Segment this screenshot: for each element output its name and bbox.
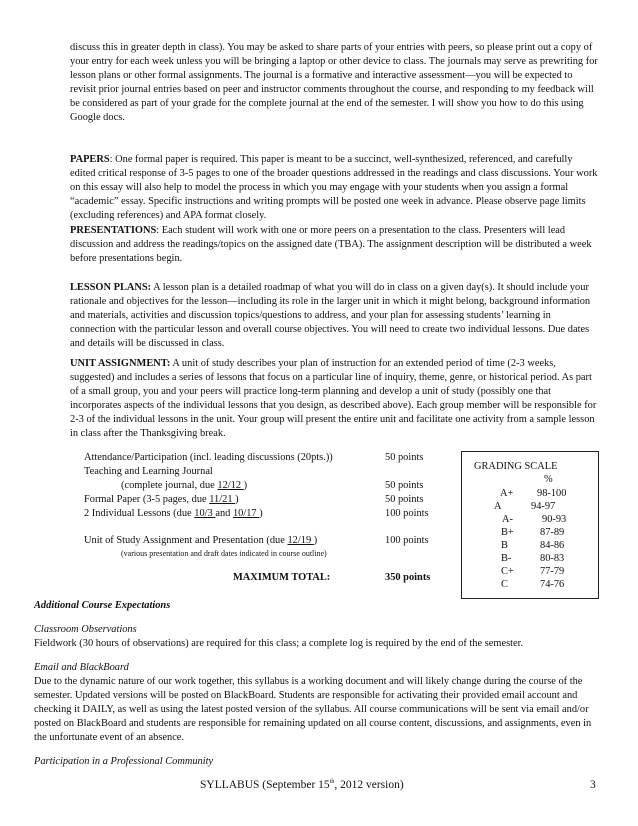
grade-letter: C xyxy=(501,579,508,590)
grading-total-points: 350 points xyxy=(385,572,431,583)
grade-range: 80-83 xyxy=(540,553,565,564)
grade-letter: B xyxy=(501,540,508,551)
papers-text: : One formal paper is required. This paper is meant to be a succinct, well-synthesized, referenced, and carefully edited critical response of 3-5 pages to one of the broader questions addressed in the readings and class discussions. Your work on this essay will also help to model the process in which you may engage with your students when you assign a formal “academic” essay. Specific instructions and writing prompts will be posted one week in advance. Please observe page limits (excluding references) and APA format closely. xyxy=(70,154,598,221)
unit-due-prefix: Unit of Study Assignment and Presentation (due xyxy=(84,535,288,546)
grading-line-lessons xyxy=(84,507,263,521)
journal-intro-paragraph xyxy=(70,41,598,125)
grading-scale-box xyxy=(461,451,599,599)
lessons-due-date-1: 10/3 xyxy=(194,508,216,519)
journal-intro-text: discuss this in greater depth in class). You may be asked to share parts of your entries with peers, so please print out a copy of your entry for each week unless you will be bringing a laptop or other device to class. The journals may serve as prewriting for lesson plans or other formal assignments. The journal is a formative and interactive assessment—you will be expected to revisit prior journal entries based on peer and instructor comments throughout the course, and responding to my feedback will be considered as part of your grade for the complete journal at the end of the semester. I will show you how to do this using Google docs. xyxy=(70,42,598,123)
presentations-label: PRESENTATIONS xyxy=(70,225,157,236)
unit-assignment-text: A unit of study describes your plan of instruction for an extended period of time (2-3 weeks, suggested) and includes a series of lessons that focus on a particular line of inquiry, theme, genre, or historical period. As part of a small group, you and your peers will practice long-term planning and develop a unit of study (possibly one that incorporates aspects of the individual lessons that you design, as described above). Each group member will be responsible for 2-3 of the individual lessons in the unit. Your group will present the entire unit and facilitate one activity from a sample lesson in class after the Thanksgiving break. xyxy=(70,358,597,439)
grade-range: 77-79 xyxy=(540,566,565,577)
presentations-paragraph xyxy=(70,224,598,266)
journal-due-prefix: (complete journal, due xyxy=(121,480,218,491)
grading-line-journal: Teaching and Learning Journal xyxy=(84,466,213,477)
grading-scale-percent: % xyxy=(544,474,553,485)
lessons-due-and: and xyxy=(215,508,233,519)
grading-points-journal: 50 points xyxy=(385,480,424,491)
footer-label-prefix: SYLLABUS (September 15 xyxy=(200,779,330,791)
unit-due-date: 12/19 xyxy=(287,535,314,546)
footer-label-sup: th xyxy=(329,779,335,786)
lessons-due-suffix: ) xyxy=(259,508,263,519)
grade-range: 94-97 xyxy=(531,501,556,512)
unit-assignment-label: UNIT ASSIGNMENT: xyxy=(70,358,171,369)
grading-unit-note: (various presentation and draft dates indicated in course outline) xyxy=(121,549,327,558)
unit-assignment-paragraph xyxy=(70,357,598,441)
journal-due-date: 12/12 xyxy=(217,480,244,491)
footer-label xyxy=(200,778,404,792)
papers-label: PAPERS xyxy=(70,154,110,165)
grade-range: 87-89 xyxy=(540,527,565,538)
grading-points-lessons: 100 points xyxy=(385,508,429,519)
unit-due-suffix: ) xyxy=(313,535,318,546)
lessons-due-date-2: 10/17 xyxy=(232,508,260,519)
journal-due-suffix: ) xyxy=(243,480,248,491)
grading-points-unit: 100 points xyxy=(385,535,429,546)
grading-total-label: MAXIMUM TOTAL: xyxy=(233,572,331,583)
lesson-plans-label: LESSON PLANS: xyxy=(70,282,152,293)
presentations-text: : Each student will work with one or more peers on a presentation to the class. Presenters will lead discussion and address the readings/topics on the assigned date (TBA). The assignment description will be distributed a week before presentations begin. xyxy=(70,225,592,264)
paper-due-prefix: Formal Paper (3-5 pages, due xyxy=(84,494,210,505)
grade-letter: B+ xyxy=(501,527,514,538)
page-number: 3 xyxy=(590,779,596,791)
grading-line-journal-due xyxy=(121,479,247,493)
grade-range: 98-100 xyxy=(537,488,567,499)
grade-letter: A+ xyxy=(500,488,514,499)
grading-line-attendance: Attendance/Participation (incl. leading discussions (20pts.)) xyxy=(84,452,333,463)
grade-range: 74-76 xyxy=(540,579,565,590)
grading-points-attendance: 50 points xyxy=(385,452,424,463)
additional-expectations-heading: Additional Course Expectations xyxy=(34,600,171,611)
classroom-observations-text: Fieldwork (30 hours of observations) are required for this class; a complete log is required by the end of the semester. xyxy=(34,638,524,649)
grading-line-unit xyxy=(84,534,317,548)
grade-range: 84-86 xyxy=(540,540,565,551)
participation-heading: Participation in a Professional Community xyxy=(34,756,214,767)
email-blackboard-text: Due to the dynamic nature of our work together, this syllabus is a working document and will likely change during the course of the semester. Updated versions will be posted on BlackBoard. Students are responsible for activating their provided email account and checking it DAILY, as well as using the latest posted version of the syllabus. All course communications will be sent via email and/or posted on BlackBoard and students are responsible for remaining updated on all course content, discussions, and assignments, even in the unfortunate event of an absence. xyxy=(34,676,592,743)
lessons-due-prefix: 2 Individual Lessons (due xyxy=(84,508,195,519)
paper-due-date: 11/21 xyxy=(209,494,236,505)
grading-points-paper: 50 points xyxy=(385,494,424,505)
grade-range: 90-93 xyxy=(542,514,567,525)
lesson-plans-paragraph xyxy=(70,281,598,351)
classroom-observations-heading: Classroom Observations xyxy=(34,624,137,635)
papers-paragraph xyxy=(70,153,598,223)
grade-letter: C+ xyxy=(501,566,514,577)
grade-letter: B- xyxy=(501,553,512,564)
lesson-plans-text: A lesson plan is a detailed roadmap of what you will do in class on a given day(s). It should include your rationale and objectives for the lesson—including its role in the larger unit in which it might belong, background information and materials, activities and discussion topics/questions to address, and your plan for assessing students’ learning in connection with the particular lesson and overall course objectives. You will need to create two individual lessons. Due dates and details will be discussed in class. xyxy=(70,282,591,349)
grade-letter: A- xyxy=(502,514,513,525)
grading-line-paper xyxy=(84,493,239,507)
footer-label-suffix: , 2012 version) xyxy=(334,779,404,791)
grading-scale-title: GRADING SCALE xyxy=(474,461,558,472)
email-blackboard-heading: Email and BlackBoard xyxy=(34,662,129,673)
paper-due-suffix: ) xyxy=(235,494,239,505)
grade-letter: A xyxy=(494,501,502,512)
